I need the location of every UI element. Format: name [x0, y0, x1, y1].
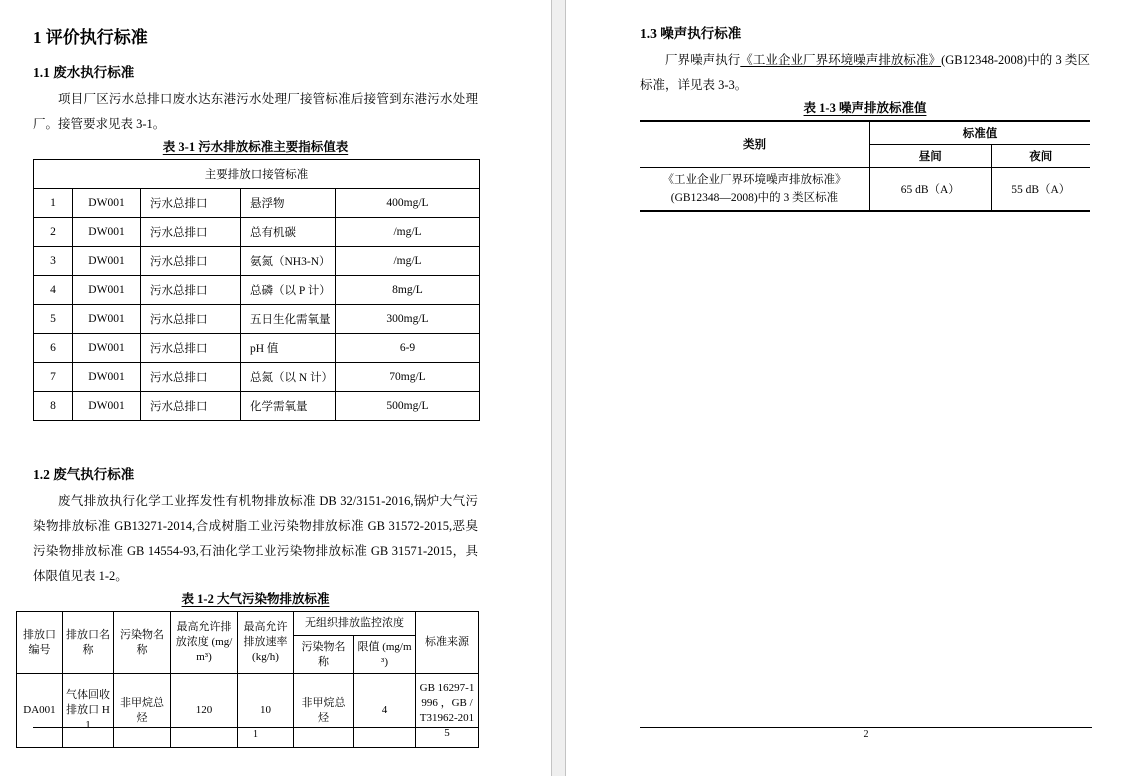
page-number: 2: [863, 729, 869, 740]
page-2: [566, 0, 1130, 776]
header-max-concentration: 最高允许排放浓度 (mg/m³): [171, 612, 238, 674]
table-3-1: [33, 159, 480, 421]
cited-standard-name: 《工业企业厂界环境噪声排放标准》: [740, 53, 942, 67]
footer-rule: [33, 727, 478, 728]
section-1-1-paragraph: 项目厂区污水总排口废水达东港污水处理厂接管标准后接管到东港污水处理厂。接管要求见表 3-1。: [33, 92, 478, 131]
header-max-rate: 最高允许排放速率 (kg/h): [238, 612, 294, 674]
nighttime-value: 55 dB（A）: [991, 167, 1090, 211]
table-1-2-header-row-1: [17, 612, 479, 636]
section-1-3-paragraph: [640, 48, 1090, 98]
header-fugitive-pollutant: 污染物名称: [294, 636, 354, 674]
table-row: 4 DW001 污水总排口 总磷（以 P 计） 8mg/L: [34, 276, 480, 305]
table-3-1-header: 主要排放口接管标准: [34, 160, 480, 189]
page-1: [0, 0, 551, 776]
section-1-3-title: 1.3 噪声执行标准: [640, 26, 742, 41]
page-number: 1: [253, 729, 258, 740]
table-row: 6 DW001 污水总排口 pH 值 6-9: [34, 334, 480, 363]
table-row: 2 DW001 污水总排口 总有机碳 /mg/L: [34, 218, 480, 247]
table-row: 5 DW001 污水总排口 五日生化需氧量 300mg/L: [34, 305, 480, 334]
table-1-3-header-row-1: [640, 121, 1090, 144]
paragraph-text: (GB12348-2008)中的 3 类区标准，详见表 3-3。: [640, 53, 1090, 92]
table-row: 1 DW001 污水总排口 悬浮物 400mg/L: [34, 189, 480, 218]
table-row: 3 DW001 污水总排口 氨氮（NH3-N） /mg/L: [34, 247, 480, 276]
table-1-2-caption: 表 1-2 大气污染物排放标准: [181, 592, 330, 606]
table-1-3-data-row: [640, 167, 1090, 211]
paragraph-text: 厂界噪声执行: [665, 53, 741, 67]
daytime-value: 65 dB（A）: [870, 167, 992, 211]
table-row: 8 DW001 污水总排口 化学需氧量 500mg/L: [34, 392, 480, 421]
header-source: 标准来源: [416, 612, 479, 674]
category-cell: 《工业企业厂界环境噪声排放标准》 (GB12348—2008)中的 3 类区标准: [640, 167, 870, 211]
footer-rule: [640, 727, 1092, 728]
table-row: 7 DW001 污水总排口 总氮（以 N 计） 70mg/L: [34, 363, 480, 392]
header-fugitive-group: 无组织排放监控浓度: [294, 612, 416, 636]
table-3-1-caption: 表 3-1 污水排放标准主要指标值表: [162, 140, 349, 154]
section-1-1-title: 1.1 废水执行标准: [33, 65, 135, 80]
header-nighttime: 夜间: [991, 144, 1090, 167]
table-1-3-caption: 表 1-3 噪声排放标准值: [803, 101, 927, 115]
table-3-1-header-row: [34, 160, 480, 189]
table-1-2-data-row: DA001 气体回收排放口 H1 非甲烷总烃 120 10 非甲烷总烃 4 GB 16297-1996 ，GB /T31962-2015: [17, 674, 479, 748]
header-outlet-no: 排放口编号: [17, 612, 63, 674]
header-outlet-name: 排放口名称: [63, 612, 114, 674]
section-1-2-paragraph: 废气排放执行化学工业挥发性有机物排放标准 DB 32/3151-2016,锅炉大气污染物排放标准 GB13271-2014,合成树脂工业污染物排放标准 GB 31572-2015,恶臭污染物排放标准 GB 14554-93,石油化学工业污染物排放标准 GB 31571-2015，具体限值见表 1-2。: [33, 494, 478, 583]
header-fugitive-limit: 限值 (mg/m³): [354, 636, 416, 674]
header-category: 类别: [640, 121, 870, 167]
header-daytime: 昼间: [870, 144, 992, 167]
chapter-heading: 1 评价执行标准: [33, 28, 148, 47]
header-pollutant: 污染物名称: [114, 612, 171, 674]
page-gutter: [551, 0, 566, 776]
table-1-3: [640, 120, 1090, 212]
section-1-2-title: 1.2 废气执行标准: [33, 467, 135, 482]
header-standard-value: 标准值: [870, 121, 1091, 144]
